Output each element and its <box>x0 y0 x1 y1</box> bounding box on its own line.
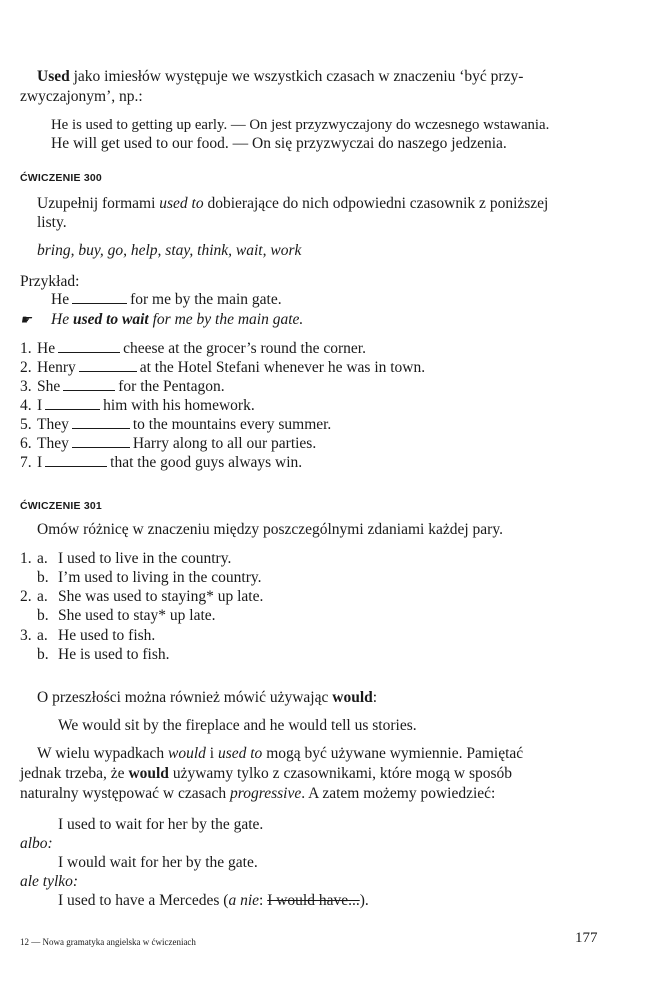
p-l2-would: would <box>128 765 169 782</box>
exercise-item <box>20 453 302 473</box>
exercise-300-instruction <box>37 194 548 214</box>
example-blank <box>72 290 127 304</box>
item-number: 2. <box>20 359 32 376</box>
item-subject: I <box>37 454 43 471</box>
item-subject: I <box>37 397 43 414</box>
item-blank <box>72 415 130 429</box>
would-intro-text: O przeszłości można również mówić używając <box>37 689 333 706</box>
p-l2-b: używamy tylko z czasownikami, które mogą w sposób <box>168 765 513 782</box>
item-rest: cheese at the grocer’s round the corner. <box>123 340 366 357</box>
exercise-item <box>20 434 316 454</box>
example-label: Przykład: <box>20 273 80 290</box>
intro-line-1-rest: jako imiesłów występuje we wszystkich czasach w znaczeniu ‘być przy- <box>69 68 524 85</box>
pair-label-a: a. <box>37 550 48 567</box>
used-bold: Used <box>37 68 70 85</box>
item-subject: They <box>37 435 69 452</box>
item-rest: for the Pentagon. <box>118 378 225 395</box>
pair-sentence-a: I used to live in the country. <box>58 550 232 567</box>
p-l1-b: mogą być używane wymiennie. Pamiętać <box>262 745 524 762</box>
s3-text: I used to have a Mercedes ( <box>58 892 229 909</box>
item-number: 3. <box>20 378 32 395</box>
intro-line-1 <box>37 67 523 87</box>
pair-sentence-b: He is used to fish. <box>58 646 170 663</box>
pair-sentence-a: She was used to staying* up late. <box>58 588 264 605</box>
exercise-item <box>20 377 225 397</box>
item-subject: Henry <box>37 359 76 376</box>
pair-number: 1. <box>20 550 32 567</box>
would-paragraph-line-2 <box>20 764 512 784</box>
item-rest: that the good guys always win. <box>110 454 303 471</box>
item-blank <box>79 358 137 372</box>
answer-used-to-wait: used to wait <box>72 311 149 328</box>
exercise-item <box>20 358 425 378</box>
exercise-item <box>20 415 331 435</box>
p-l1-i: i <box>205 745 218 762</box>
pair-line <box>20 587 263 607</box>
s3-a-nie: a nie <box>228 892 259 909</box>
item-number: 5. <box>20 416 32 433</box>
pair-line <box>20 549 231 569</box>
answer-rest: for me by the main gate. <box>152 311 304 328</box>
item-number: 7. <box>20 454 32 471</box>
example-subject: He <box>51 291 70 308</box>
p-l3-a: naturalny występować w czasach <box>20 785 231 802</box>
item-subject: He <box>37 340 56 357</box>
pair-label-b: b. <box>37 607 49 624</box>
would-paragraph-line-3 <box>20 784 495 804</box>
s3-strikethrough: I would have... <box>267 892 360 909</box>
item-rest: to the mountains every summer. <box>132 416 332 433</box>
item-rest: at the Hotel Stefani whenever he was in town. <box>139 359 426 376</box>
would-bold: would <box>332 689 373 706</box>
p-l1-a: W wielu wypadkach <box>37 745 168 762</box>
s3-end: ). <box>359 892 369 909</box>
item-blank <box>72 434 130 448</box>
item-blank <box>58 339 120 353</box>
example-answer <box>20 310 303 330</box>
item-rest: him with his homework. <box>103 397 255 414</box>
intro-line-2: zwyczajonym’, np.: <box>20 88 143 105</box>
intro-example-1: He is used to getting up early. — On jest przyzwyczajony do wczesnego wstawania. <box>51 117 550 133</box>
pair-line <box>20 626 155 646</box>
pair-line <box>37 645 170 665</box>
would-sentence-2: I would wait for her by the gate. <box>58 854 258 871</box>
item-rest: Harry along to all our parties. <box>132 435 317 452</box>
albo-label: albo: <box>20 835 53 852</box>
p-l1-would: would <box>168 745 206 762</box>
would-paragraph-line-1 <box>37 744 523 764</box>
p-l1-used-to: used to <box>217 745 263 762</box>
p-l3-progressive: progressive <box>230 785 302 802</box>
page-number: 177 <box>575 930 598 946</box>
exercise-301-instruction: Omów różnicę w znaczeniu między poszczególnymi zdaniami każdej pary. <box>37 521 503 538</box>
pair-sentence-b: I’m used to living in the country. <box>58 569 262 586</box>
instr-used-to: used to <box>159 195 204 212</box>
exercise-300-heading: ĆWICZENIE 300 <box>20 172 102 184</box>
would-intro <box>37 688 377 708</box>
pair-label-b: b. <box>37 569 49 586</box>
verb-list: bring, buy, go, help, stay, think, wait, work <box>37 242 302 259</box>
item-number: 4. <box>20 397 32 414</box>
intro-example-2: He will get used to our food. — On się przyzwyczai do naszego jedzenia. <box>51 135 507 152</box>
exercise-301-heading: ĆWICZENIE 301 <box>20 500 102 512</box>
item-number: 6. <box>20 435 32 452</box>
item-blank <box>45 396 100 410</box>
s3-colon: : <box>259 892 268 909</box>
pair-label-a: a. <box>37 627 48 644</box>
example-sentence <box>51 290 282 310</box>
pointing-hand-icon: ☛ <box>20 312 32 327</box>
pair-line <box>37 568 261 588</box>
p-l3-b: . A zatem możemy powiedzieć: <box>301 785 496 802</box>
item-blank <box>63 377 115 391</box>
would-example: We would sit by the fireplace and he would tell us stories. <box>58 717 417 734</box>
item-number: 1. <box>20 340 32 357</box>
item-blank <box>45 453 107 467</box>
instr-part-a: Uzupełnij formami <box>37 195 160 212</box>
item-subject: They <box>37 416 69 433</box>
footer-source: 12 — Nowa gramatyka angielska w ćwiczeniach <box>20 937 196 947</box>
pair-line <box>37 606 216 626</box>
exercise-item <box>20 396 255 416</box>
instr-part-b: dobierające do nich odpowiedni czasownik z poniższej <box>203 195 549 212</box>
answer-subject: He <box>51 311 70 328</box>
pair-label-a: a. <box>37 588 48 605</box>
pair-sentence-a: He used to fish. <box>58 627 156 644</box>
pair-number: 2. <box>20 588 32 605</box>
pair-sentence-b: She used to stay* up late. <box>58 607 216 624</box>
p-l2-a: jednak trzeba, że <box>20 765 129 782</box>
exercise-300-instruction-line-2: listy. <box>37 214 67 231</box>
would-sentence-1: I used to wait for her by the gate. <box>58 816 264 833</box>
pair-number: 3. <box>20 627 32 644</box>
pair-label-b: b. <box>37 646 49 663</box>
would-sentence-3 <box>58 891 369 911</box>
item-subject: She <box>37 378 61 395</box>
would-colon: : <box>372 689 378 706</box>
example-rest: for me by the main gate. <box>130 291 282 308</box>
exercise-item <box>20 339 366 359</box>
ale-tylko-label: ale tylko: <box>20 873 79 890</box>
